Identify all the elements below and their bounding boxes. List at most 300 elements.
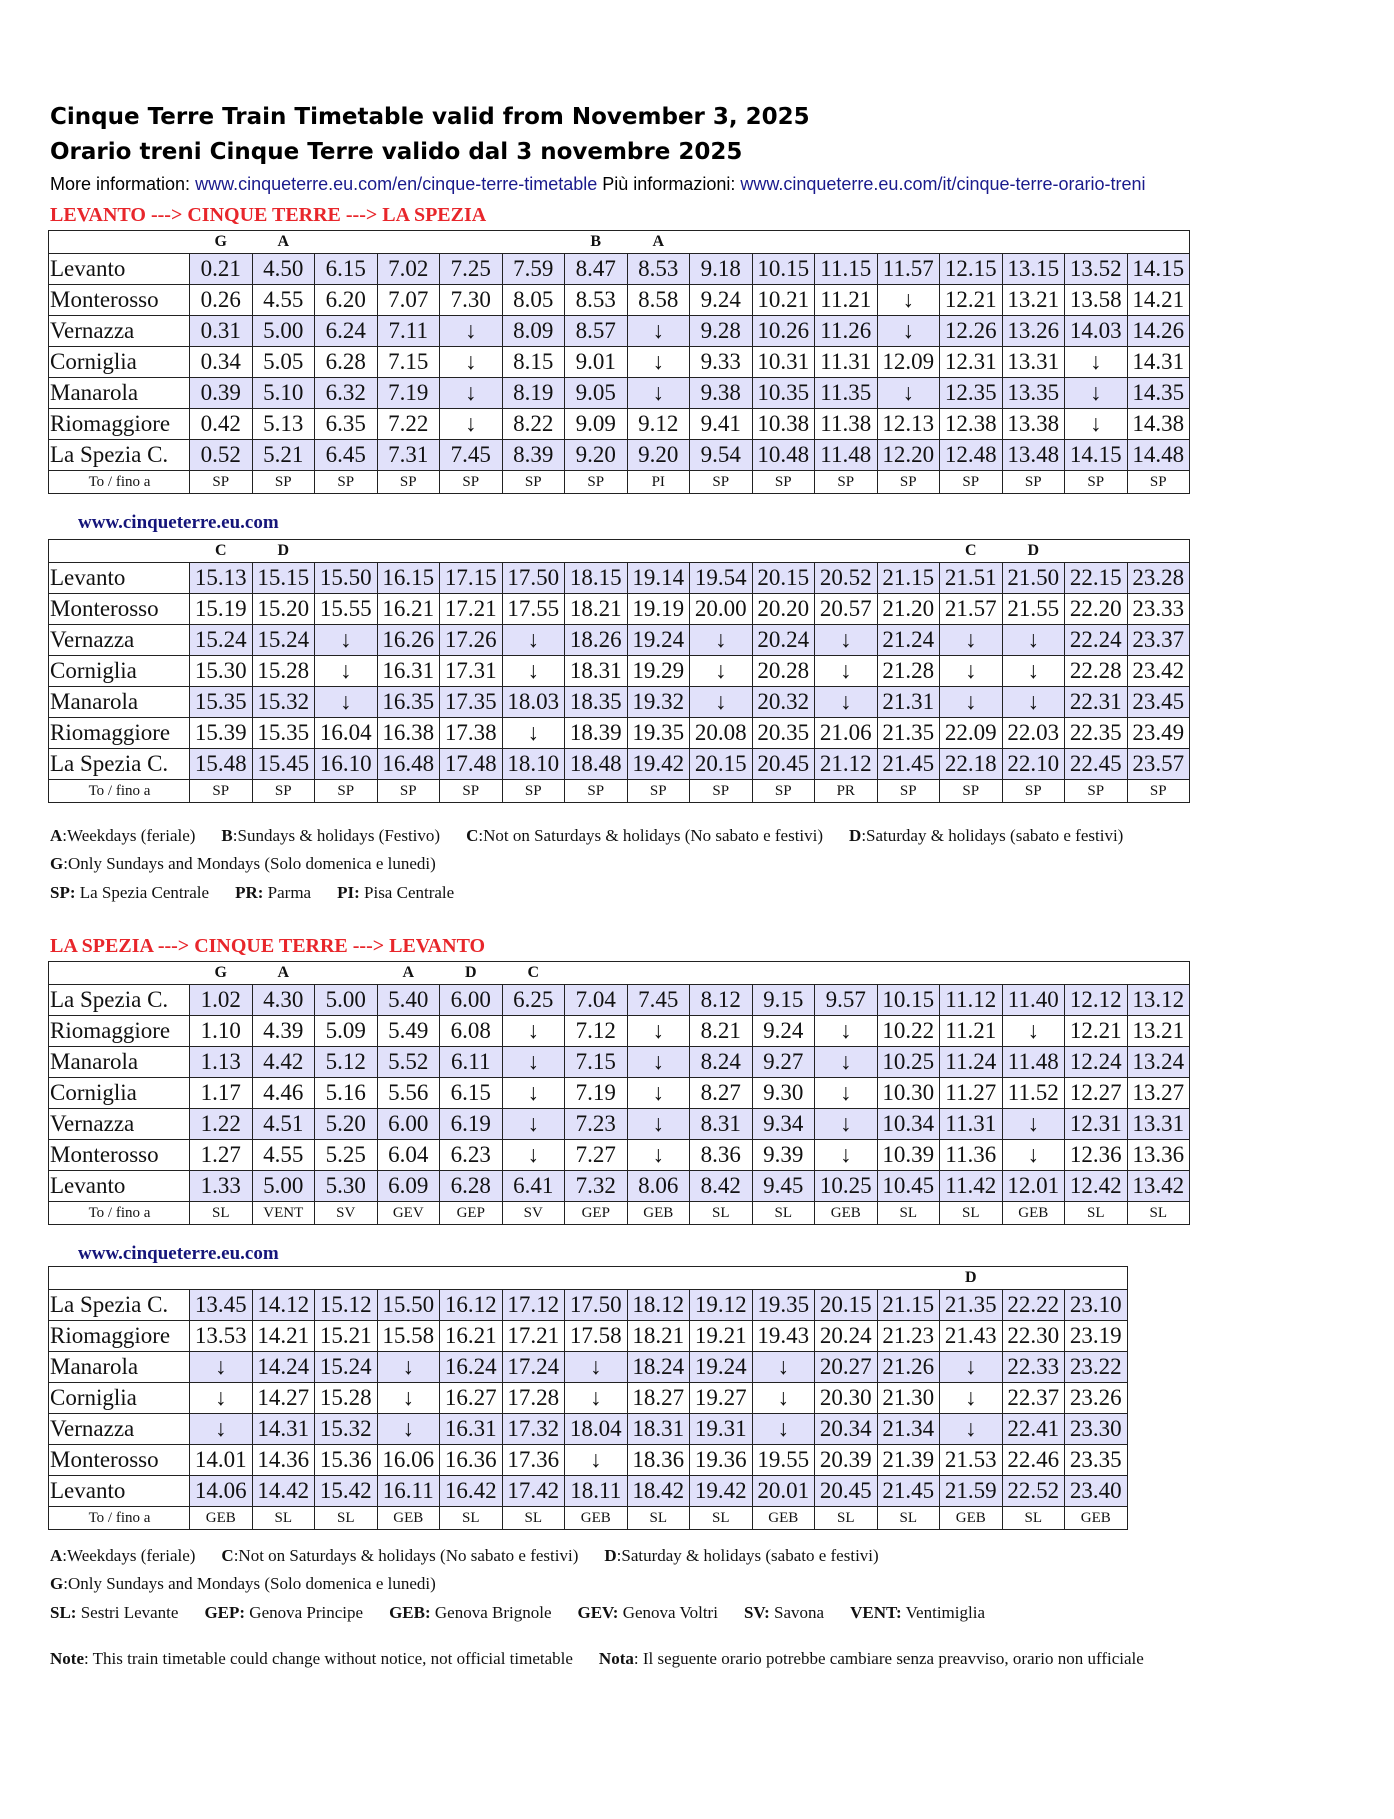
no-stop-arrow-icon: ↓ <box>627 347 690 378</box>
destination-code: SP <box>877 471 940 494</box>
more-info-link[interactable]: www.cinqueterre.eu.com/en/cinque-terre-timetable <box>195 174 598 194</box>
departure-time: 6.00 <box>440 985 503 1016</box>
destination-code: GEB <box>565 1507 628 1530</box>
legend-text: :Not on Saturdays & holidays (No sabato e festivi) <box>233 1546 579 1565</box>
station-row <box>49 1290 1128 1321</box>
station-row <box>49 563 1190 594</box>
departure-time: 20.28 <box>752 656 815 687</box>
departure-time: 8.58 <box>627 285 690 316</box>
destination-code: PI <box>627 471 690 494</box>
departure-time: 16.48 <box>377 749 440 780</box>
departure-time: 17.26 <box>440 625 503 656</box>
station-row <box>49 625 1190 656</box>
destination-code: SL <box>1002 1507 1065 1530</box>
departure-time: 9.57 <box>815 985 878 1016</box>
legend-key: C <box>221 1546 234 1565</box>
departure-time: 13.31 <box>1002 347 1065 378</box>
departure-time: 18.10 <box>502 749 565 780</box>
departure-time: 22.18 <box>940 749 1003 780</box>
no-stop-arrow-icon: ↓ <box>752 1383 815 1414</box>
departure-time: 7.12 <box>565 1016 628 1047</box>
legend-key: D <box>604 1546 617 1565</box>
departure-time: 10.39 <box>877 1140 940 1171</box>
departure-time: 14.31 <box>1127 347 1190 378</box>
station-name: Riomaggiore <box>49 409 190 440</box>
no-stop-arrow-icon: ↓ <box>815 1016 878 1047</box>
departure-time: 10.15 <box>752 254 815 285</box>
destination-code: SL <box>315 1507 378 1530</box>
station-row <box>49 1476 1128 1507</box>
departure-time: 11.31 <box>815 347 878 378</box>
departure-time: 22.41 <box>1002 1414 1065 1445</box>
station-row <box>49 656 1190 687</box>
no-stop-arrow-icon: ↓ <box>690 687 753 718</box>
departure-time: 14.15 <box>1127 254 1190 285</box>
service-code <box>1127 231 1190 254</box>
timetable-north-1 <box>48 961 1190 1225</box>
departure-time: 11.26 <box>815 316 878 347</box>
service-code: G <box>190 231 253 254</box>
departure-time: 7.27 <box>565 1140 628 1171</box>
no-stop-arrow-icon: ↓ <box>190 1352 253 1383</box>
departure-time: 18.11 <box>565 1476 628 1507</box>
departure-time: 22.09 <box>940 718 1003 749</box>
departure-time: 8.27 <box>690 1078 753 1109</box>
departure-time: 21.31 <box>877 687 940 718</box>
no-stop-arrow-icon: ↓ <box>627 1047 690 1078</box>
service-code: G <box>190 962 253 985</box>
destination-code: SV <box>502 1202 565 1225</box>
station-name: Vernazza <box>49 625 190 656</box>
departure-time: 18.26 <box>565 625 628 656</box>
departure-time: 12.12 <box>1065 985 1128 1016</box>
departure-time: 9.18 <box>690 254 753 285</box>
no-stop-arrow-icon: ↓ <box>315 656 378 687</box>
departure-time: 9.24 <box>752 1016 815 1047</box>
no-stop-arrow-icon: ↓ <box>940 625 1003 656</box>
destination-code: SL <box>440 1507 503 1530</box>
departure-time: 8.36 <box>690 1140 753 1171</box>
service-code <box>440 1267 503 1290</box>
departure-time: 21.20 <box>877 594 940 625</box>
destination-code: SL <box>877 1202 940 1225</box>
service-code <box>377 1267 440 1290</box>
departure-time: 15.24 <box>252 625 315 656</box>
legend-south-line3 <box>50 883 454 903</box>
legend-text: :Saturday & holidays (sabato e festivi) <box>861 826 1124 845</box>
departure-time: 14.21 <box>252 1321 315 1352</box>
no-stop-arrow-icon: ↓ <box>627 316 690 347</box>
departure-time: 0.26 <box>190 285 253 316</box>
departure-time: 16.06 <box>377 1445 440 1476</box>
departure-time: 15.35 <box>252 718 315 749</box>
destination-code: SL <box>252 1507 315 1530</box>
departure-time: 18.36 <box>627 1445 690 1476</box>
legend-key: SP: <box>50 883 76 902</box>
departure-time: 9.24 <box>690 285 753 316</box>
departure-time: 13.21 <box>1127 1016 1190 1047</box>
departure-time: 12.24 <box>1065 1047 1128 1078</box>
departure-time: 12.31 <box>940 347 1003 378</box>
departure-time: 7.25 <box>440 254 503 285</box>
legend-text: Parma <box>263 883 312 902</box>
departure-time: 20.08 <box>690 718 753 749</box>
departure-time: 20.27 <box>815 1352 878 1383</box>
legend-text: :Saturday & holidays (sabato e festivi) <box>616 1546 879 1565</box>
departure-time: 6.25 <box>502 985 565 1016</box>
service-code-row <box>49 1267 1128 1290</box>
departure-time: 6.15 <box>440 1078 503 1109</box>
no-stop-arrow-icon: ↓ <box>1002 1109 1065 1140</box>
departure-time: 17.50 <box>565 1290 628 1321</box>
departure-time: 22.20 <box>1065 594 1128 625</box>
departure-time: 20.30 <box>815 1383 878 1414</box>
station-name: Monterosso <box>49 1140 190 1171</box>
route-label-north: LA SPEZIA ---> CINQUE TERRE ---> LEVANTO <box>50 935 486 957</box>
departure-time: 15.35 <box>190 687 253 718</box>
service-code <box>690 231 753 254</box>
no-stop-arrow-icon: ↓ <box>877 378 940 409</box>
departure-time: 15.20 <box>252 594 315 625</box>
departure-time: 17.28 <box>502 1383 565 1414</box>
no-stop-arrow-icon: ↓ <box>502 1047 565 1078</box>
departure-time: 7.15 <box>377 347 440 378</box>
legend-text: Ventimiglia <box>901 1603 985 1622</box>
legend-north-line3 <box>50 1603 985 1623</box>
departure-time: 15.13 <box>190 563 253 594</box>
departure-time: 13.48 <box>1002 440 1065 471</box>
service-code <box>752 1267 815 1290</box>
service-code: D <box>1002 540 1065 563</box>
destination-code: SL <box>815 1507 878 1530</box>
destination-code: SL <box>190 1202 253 1225</box>
destination-code: SP <box>815 471 878 494</box>
service-code <box>502 540 565 563</box>
departure-time: 5.13 <box>252 409 315 440</box>
service-code <box>1002 231 1065 254</box>
departure-time: 8.31 <box>690 1109 753 1140</box>
departure-time: 18.21 <box>565 594 628 625</box>
station-name: La Spezia C. <box>49 749 190 780</box>
destination-code: SP <box>502 780 565 803</box>
no-stop-arrow-icon: ↓ <box>690 625 753 656</box>
no-stop-arrow-icon: ↓ <box>315 687 378 718</box>
service-code: B <box>565 231 628 254</box>
no-stop-arrow-icon: ↓ <box>440 316 503 347</box>
departure-time: 0.21 <box>190 254 253 285</box>
legend-key: A <box>50 826 63 845</box>
departure-time: 16.31 <box>377 656 440 687</box>
destination-code: SP <box>690 780 753 803</box>
destination-code: SP <box>377 471 440 494</box>
destination-code: SL <box>1127 1202 1190 1225</box>
departure-time: 22.03 <box>1002 718 1065 749</box>
destination-code: GEB <box>1065 1507 1128 1530</box>
departure-time: 14.27 <box>252 1383 315 1414</box>
no-stop-arrow-icon: ↓ <box>440 347 503 378</box>
station-row <box>49 1140 1190 1171</box>
no-stop-arrow-icon: ↓ <box>940 1383 1003 1414</box>
departure-time: 9.20 <box>627 440 690 471</box>
station-row <box>49 409 1190 440</box>
departure-time: 22.37 <box>1002 1383 1065 1414</box>
site-label-1[interactable]: www.cinqueterre.eu.com <box>78 512 279 533</box>
departure-time: 10.25 <box>815 1171 878 1202</box>
departure-time: 14.21 <box>1127 285 1190 316</box>
departure-time: 22.15 <box>1065 563 1128 594</box>
departure-time: 18.04 <box>565 1414 628 1445</box>
no-stop-arrow-icon: ↓ <box>1002 1016 1065 1047</box>
departure-time: 14.35 <box>1127 378 1190 409</box>
departure-time: 5.56 <box>377 1078 440 1109</box>
departure-time: 17.21 <box>502 1321 565 1352</box>
destination-code: SP <box>940 780 1003 803</box>
destination-code: SP <box>1127 471 1190 494</box>
legend-text: La Spezia Centrale <box>75 883 210 902</box>
legend-key: PR: <box>235 883 264 902</box>
departure-time: 16.24 <box>440 1352 503 1383</box>
no-stop-arrow-icon: ↓ <box>565 1445 628 1476</box>
legend-text: :Sundays & holidays (Festivo) <box>232 826 441 845</box>
departure-time: 5.30 <box>315 1171 378 1202</box>
departure-time: 13.15 <box>1002 254 1065 285</box>
departure-time: 17.50 <box>502 563 565 594</box>
departure-time: 15.21 <box>315 1321 378 1352</box>
service-code <box>690 540 753 563</box>
service-code <box>877 1267 940 1290</box>
station-name: Manarola <box>49 1352 190 1383</box>
departure-time: 5.25 <box>315 1140 378 1171</box>
station-name: La Spezia C. <box>49 1290 190 1321</box>
code-header-blank <box>49 1267 190 1290</box>
departure-time: 15.12 <box>315 1290 378 1321</box>
departure-time: 9.12 <box>627 409 690 440</box>
departure-time: 7.45 <box>440 440 503 471</box>
destination-code: SP <box>440 471 503 494</box>
service-code <box>627 1267 690 1290</box>
departure-time: 9.27 <box>752 1047 815 1078</box>
departure-time: 12.21 <box>1065 1016 1128 1047</box>
departure-time: 9.45 <box>752 1171 815 1202</box>
service-code: A <box>627 231 690 254</box>
destination-code: SP <box>440 780 503 803</box>
timetable-south-2 <box>48 539 1190 803</box>
no-stop-arrow-icon: ↓ <box>1065 378 1128 409</box>
departure-time: 11.42 <box>940 1171 1003 1202</box>
legend-key: G <box>50 1574 64 1593</box>
title-en: Cinque Terre Train Timetable valid from November 3, 2025 <box>50 104 810 130</box>
site-label-2[interactable]: www.cinqueterre.eu.com <box>78 1243 279 1264</box>
departure-time: 6.28 <box>440 1171 503 1202</box>
departure-time: 5.12 <box>315 1047 378 1078</box>
departure-time: 10.34 <box>877 1109 940 1140</box>
station-row <box>49 1445 1128 1476</box>
station-name: Levanto <box>49 1171 190 1202</box>
departure-time: 12.21 <box>940 285 1003 316</box>
departure-time: 19.29 <box>627 656 690 687</box>
departure-time: 1.27 <box>190 1140 253 1171</box>
service-code: D <box>940 1267 1003 1290</box>
departure-time: 18.31 <box>565 656 628 687</box>
departure-time: 8.22 <box>502 409 565 440</box>
service-code <box>627 962 690 985</box>
departure-time: 5.52 <box>377 1047 440 1078</box>
departure-time: 19.43 <box>752 1321 815 1352</box>
station-name: Riomaggiore <box>49 1321 190 1352</box>
departure-time: 6.35 <box>315 409 378 440</box>
station-name: Manarola <box>49 687 190 718</box>
departure-time: 19.24 <box>690 1352 753 1383</box>
departure-time: 7.07 <box>377 285 440 316</box>
departure-time: 22.31 <box>1065 687 1128 718</box>
destination-code: GEB <box>815 1202 878 1225</box>
departure-time: 10.30 <box>877 1078 940 1109</box>
departure-time: 5.09 <box>315 1016 378 1047</box>
legend-key: C <box>466 826 479 845</box>
legend-text: :Weekdays (feriale) <box>62 1546 196 1565</box>
service-code <box>252 1267 315 1290</box>
departure-time: 12.01 <box>1002 1171 1065 1202</box>
departure-time: 15.58 <box>377 1321 440 1352</box>
service-code <box>815 1267 878 1290</box>
departure-time: 10.31 <box>752 347 815 378</box>
departure-time: 15.24 <box>190 625 253 656</box>
departure-time: 12.42 <box>1065 1171 1128 1202</box>
departure-time: 16.42 <box>440 1476 503 1507</box>
station-row <box>49 347 1190 378</box>
departure-time: 14.24 <box>252 1352 315 1383</box>
no-stop-arrow-icon: ↓ <box>377 1383 440 1414</box>
destination-code: SP <box>877 780 940 803</box>
timetable-north-2 <box>48 1266 1128 1530</box>
departure-time: 14.15 <box>1065 440 1128 471</box>
departure-time: 6.28 <box>315 347 378 378</box>
no-stop-arrow-icon: ↓ <box>1002 625 1065 656</box>
departure-time: 0.42 <box>190 409 253 440</box>
destination-code: GEP <box>565 1202 628 1225</box>
legend-key: D <box>849 826 862 845</box>
departure-time: 19.55 <box>752 1445 815 1476</box>
departure-time: 17.58 <box>565 1321 628 1352</box>
station-row <box>49 1352 1128 1383</box>
departure-time: 18.24 <box>627 1352 690 1383</box>
service-code <box>440 540 503 563</box>
departure-time: 23.49 <box>1127 718 1190 749</box>
departure-time: 6.08 <box>440 1016 503 1047</box>
legend-key: B <box>221 826 233 845</box>
departure-time: 19.21 <box>690 1321 753 1352</box>
departure-time: 4.30 <box>252 985 315 1016</box>
departure-time: 23.45 <box>1127 687 1190 718</box>
departure-time: 22.46 <box>1002 1445 1065 1476</box>
service-code <box>940 231 1003 254</box>
destination-code: GEB <box>940 1507 1003 1530</box>
departure-time: 10.35 <box>752 378 815 409</box>
departure-time: 16.27 <box>440 1383 503 1414</box>
legend-text: Genova Principe <box>245 1603 364 1622</box>
departure-time: 0.52 <box>190 440 253 471</box>
station-name: Riomaggiore <box>49 1016 190 1047</box>
departure-time: 6.45 <box>315 440 378 471</box>
legend-key: SL: <box>50 1603 77 1622</box>
departure-time: 17.24 <box>502 1352 565 1383</box>
departure-time: 23.35 <box>1065 1445 1128 1476</box>
destination-code: SP <box>1002 471 1065 494</box>
departure-time: 6.00 <box>377 1109 440 1140</box>
departure-time: 8.53 <box>627 254 690 285</box>
departure-time: 14.26 <box>1127 316 1190 347</box>
no-stop-arrow-icon: ↓ <box>940 656 1003 687</box>
destination-code: SP <box>377 780 440 803</box>
departure-time: 19.42 <box>690 1476 753 1507</box>
departure-time: 9.41 <box>690 409 753 440</box>
station-row <box>49 1016 1190 1047</box>
no-stop-arrow-icon: ↓ <box>1002 656 1065 687</box>
service-code <box>690 1267 753 1290</box>
departure-time: 14.03 <box>1065 316 1128 347</box>
departure-time: 19.19 <box>627 594 690 625</box>
departure-time: 21.35 <box>940 1290 1003 1321</box>
departure-time: 7.04 <box>565 985 628 1016</box>
departure-time: 21.45 <box>877 1476 940 1507</box>
departure-time: 15.55 <box>315 594 378 625</box>
service-code-row <box>49 962 1190 985</box>
departure-time: 13.36 <box>1127 1140 1190 1171</box>
station-name: Corniglia <box>49 1383 190 1414</box>
station-name: Vernazza <box>49 1109 190 1140</box>
no-stop-arrow-icon: ↓ <box>502 718 565 749</box>
no-stop-arrow-icon: ↓ <box>565 1383 628 1414</box>
destination-code: SL <box>1065 1202 1128 1225</box>
departure-time: 16.11 <box>377 1476 440 1507</box>
service-code: C <box>502 962 565 985</box>
departure-time: 10.21 <box>752 285 815 316</box>
destination-code: SP <box>1127 780 1190 803</box>
station-row <box>49 1078 1190 1109</box>
station-row <box>49 1414 1128 1445</box>
departure-time: 13.42 <box>1127 1171 1190 1202</box>
departure-time: 15.48 <box>190 749 253 780</box>
destination-code: GEB <box>752 1507 815 1530</box>
departure-time: 11.24 <box>940 1047 1003 1078</box>
departure-time: 11.38 <box>815 409 878 440</box>
departure-time: 16.31 <box>440 1414 503 1445</box>
legend-key: VENT: <box>850 1603 902 1622</box>
destination-code: SP <box>1002 780 1065 803</box>
departure-time: 9.20 <box>565 440 628 471</box>
destination-row <box>49 471 1190 494</box>
destination-code: SL <box>877 1507 940 1530</box>
departure-time: 5.05 <box>252 347 315 378</box>
no-stop-arrow-icon: ↓ <box>627 1078 690 1109</box>
departure-time: 20.15 <box>752 563 815 594</box>
piu-info-link[interactable]: www.cinqueterre.eu.com/it/cinque-terre-orario-treni <box>740 174 1146 194</box>
service-code: D <box>440 962 503 985</box>
departure-time: 11.27 <box>940 1078 1003 1109</box>
departure-time: 16.21 <box>377 594 440 625</box>
departure-time: 19.14 <box>627 563 690 594</box>
departure-time: 15.45 <box>252 749 315 780</box>
service-code <box>565 1267 628 1290</box>
station-row <box>49 749 1190 780</box>
destination-code: SP <box>190 471 253 494</box>
departure-time: 10.15 <box>877 985 940 1016</box>
no-stop-arrow-icon: ↓ <box>752 1352 815 1383</box>
no-stop-arrow-icon: ↓ <box>815 656 878 687</box>
departure-time: 15.28 <box>315 1383 378 1414</box>
departure-time: 11.21 <box>940 1016 1003 1047</box>
departure-time: 8.19 <box>502 378 565 409</box>
